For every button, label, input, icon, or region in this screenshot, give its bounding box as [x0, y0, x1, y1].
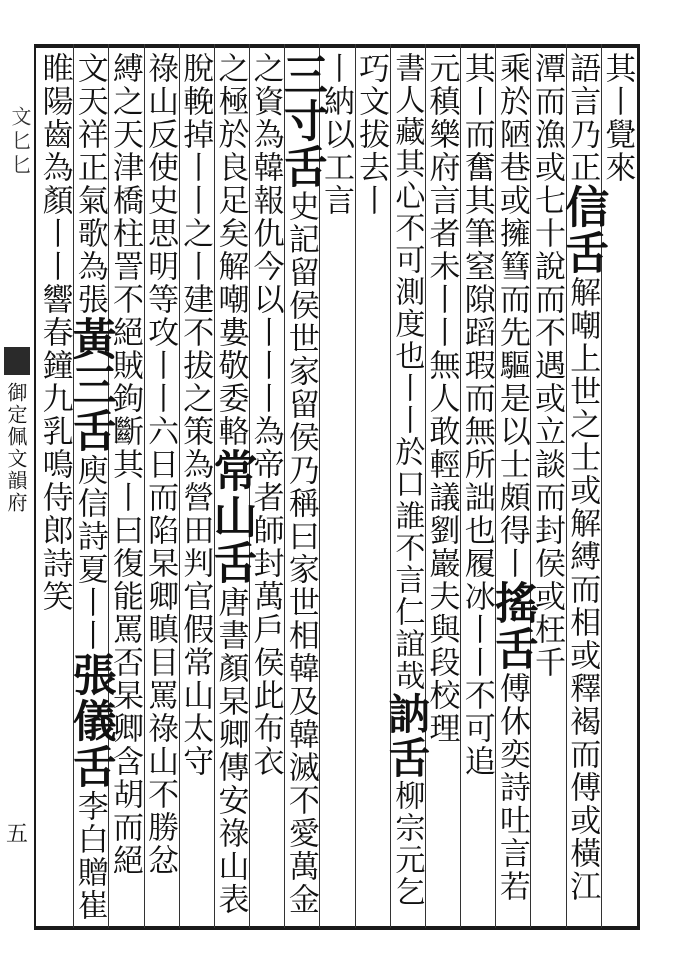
column-text: 潭而漁或七十說而不遇或立談而封侯或枉千 — [529, 52, 566, 679]
column-text: 為營田判官假常山太守 — [177, 448, 214, 778]
text-column — [179, 52, 213, 778]
text-column — [423, 52, 460, 745]
column-text: 李白贈崔 — [71, 790, 108, 922]
column-text: 之資為韓報仇今以丨丨丨為帝者師封萬戶侯此布衣 — [247, 52, 284, 778]
column-text: 元稹樂府言者未丨丨無人敢輕議劉巖夫與段校理 — [423, 52, 460, 745]
column-text: 書人藏其心不可測度也丨丨於口誰不言仁誼哉 — [389, 52, 425, 692]
headword: 常山舌 — [205, 448, 257, 586]
column-text: 柳宗元乞 — [389, 780, 425, 908]
text-column — [382, 52, 432, 908]
column-text: 侍郎詩笑 — [36, 481, 73, 613]
column-text: 巧文拔去丨 — [353, 52, 390, 217]
top-border-rule — [34, 44, 640, 48]
text-column — [458, 52, 495, 778]
column-text: 其丨而奮其筆窒隙蹈瑕而無所詘也 — [458, 52, 495, 547]
column-text: 脫輓掉丨丨之丨建不拔之策 — [177, 52, 214, 448]
headword: 三寸舌 — [275, 52, 327, 190]
right-border-rule — [637, 44, 640, 930]
text-column — [144, 52, 178, 877]
column-text: 傅休奕詩吐言若 — [493, 672, 530, 903]
column-text: 史記留侯世家留侯乃稱曰家世相韓及韓滅不愛萬金 — [282, 190, 319, 916]
headword: 張儀舌 — [64, 652, 116, 790]
bottom-border-rule — [34, 926, 640, 930]
text-column — [36, 52, 73, 613]
page-number: 五 — [6, 822, 29, 847]
text-column — [486, 52, 538, 903]
spine-fishtail-mark — [4, 347, 30, 375]
spine-strip — [0, 52, 34, 902]
headword: 搖舌 — [486, 580, 538, 672]
column-text: 語言乃正 — [564, 52, 601, 184]
text-column — [205, 52, 257, 916]
text-column — [275, 52, 327, 916]
column-text: 乘於陋巷或擁篲而先驅是以士頗得丨 — [493, 52, 530, 580]
column-text: 響春鐘九乳鳴 — [36, 283, 73, 481]
column-text: 庾信詩夏丨丨 — [71, 454, 108, 652]
text-column — [64, 52, 116, 922]
column-text: 睢陽齒為顏丨丨 — [36, 52, 73, 283]
headword: 信舌 — [557, 184, 609, 276]
spine-top-text: 文匕匕 — [8, 106, 32, 178]
column-text: 縛之天津橋柱詈不絕賊鉤斷其丨曰復能罵否杲卿含胡而絕 — [106, 52, 143, 877]
column-text: 之極於良足矣解嘲婁敬委輅 — [212, 52, 249, 448]
column-text: 丨納以工言 — [318, 52, 354, 217]
column-text: 解嘲上世之士或解縛而相或釋褐而傅或橫江 — [564, 276, 601, 903]
running-title: 御定佩文韻府 — [4, 382, 28, 514]
column-text: 履冰丨丨不可追 — [458, 547, 495, 778]
headword: 訥舌 — [382, 692, 432, 780]
column-text: 其丨覺來 — [599, 52, 636, 184]
column-text: 祿山反使史思明等攻丨丨六日而陷杲卿瞋目罵祿山不勝忿 — [142, 52, 179, 877]
text-column — [247, 52, 284, 778]
text-column — [355, 52, 389, 217]
column-text: 文天祥正氣歌為張 — [71, 52, 108, 316]
text-column — [557, 52, 609, 903]
headword: 黃三舌 — [64, 316, 116, 454]
column-text: 唐書顏杲卿傳安祿山表 — [212, 586, 249, 916]
text-column — [601, 52, 635, 184]
